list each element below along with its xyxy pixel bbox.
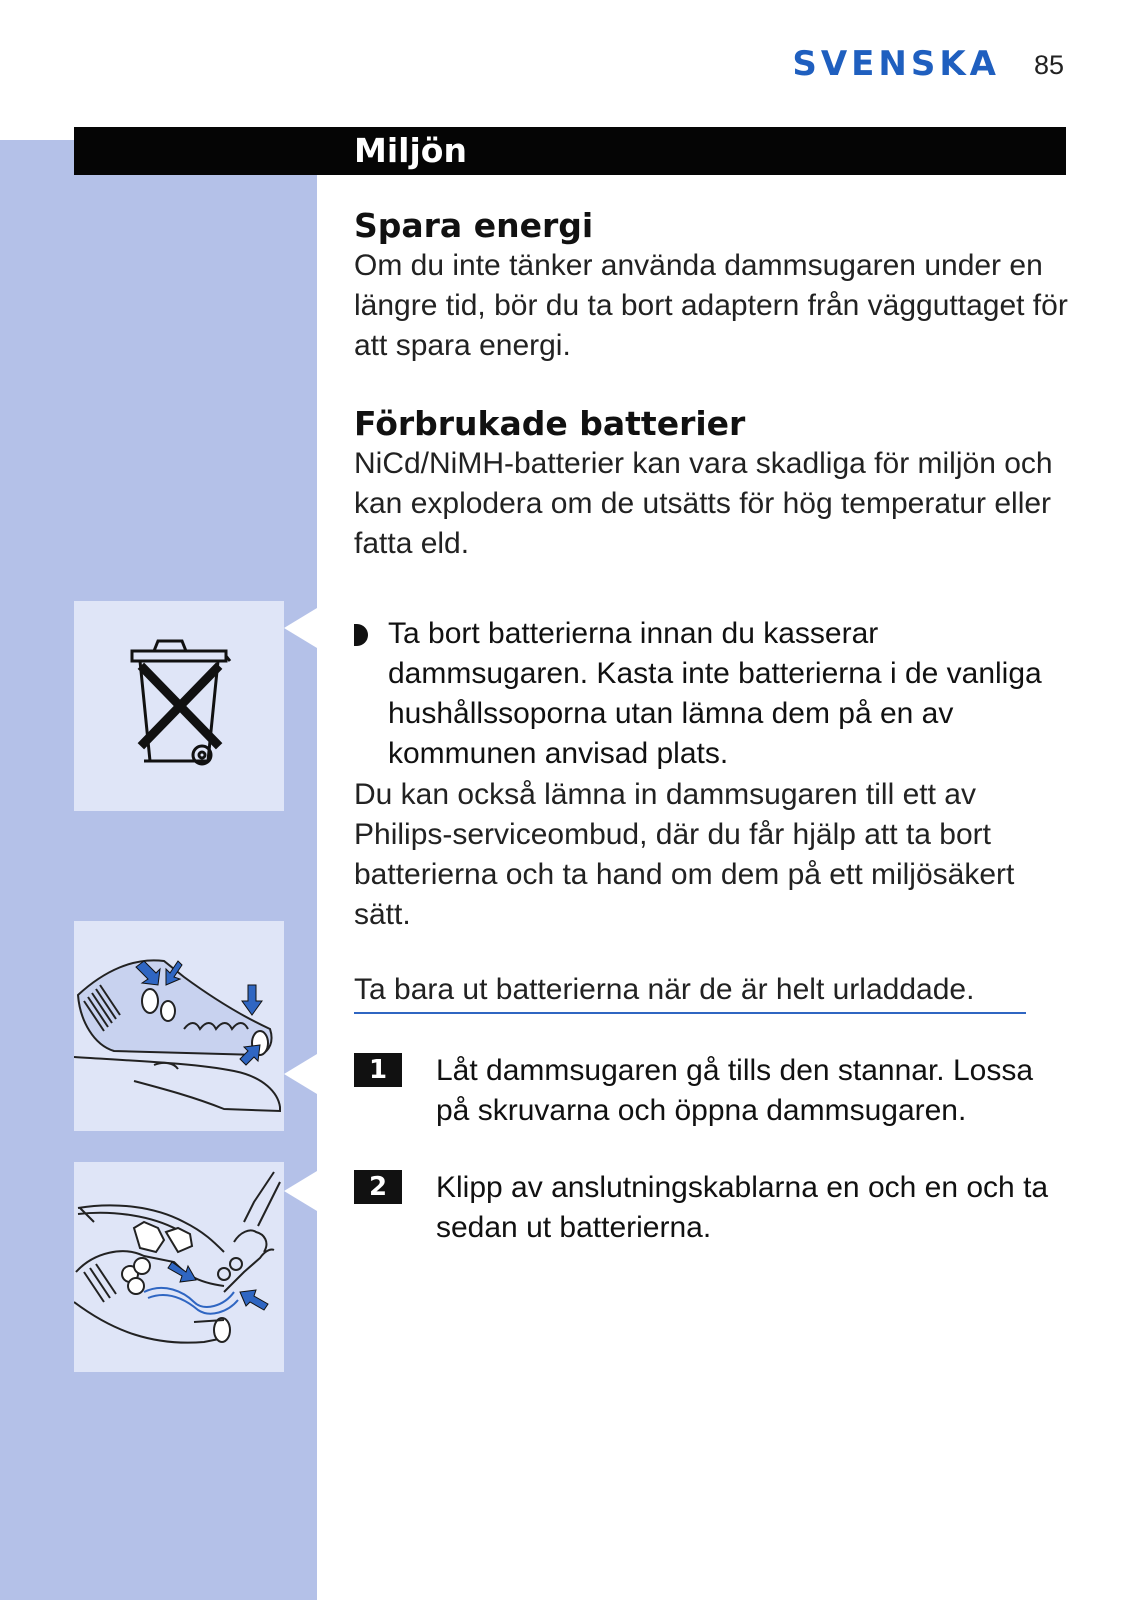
step-text: Klipp av anslutningskablarna en och en och ta sedan ut batterierna. [436, 1171, 1049, 1244]
sidebar-band [0, 140, 317, 1600]
crossed-out-wheelie-bin-icon [74, 601, 284, 811]
step-number-badge: 1 [354, 1053, 402, 1087]
language-label: SVENSKA [792, 44, 1000, 84]
spara-energi-heading: Spara energi [354, 206, 594, 245]
figure-pointer-3 [284, 1171, 317, 1211]
cut-battery-wires-illustration [74, 1162, 284, 1372]
page-number: 85 [1034, 50, 1065, 80]
section-header-bar [74, 127, 1066, 175]
figure-pointer-2 [284, 1054, 317, 1094]
service-section [354, 775, 1072, 935]
bullet-icon [354, 624, 368, 646]
figure-pointer-1 [284, 608, 317, 648]
spara-energi-section [354, 206, 1072, 366]
instruction-bullet [354, 614, 1074, 774]
figure-recycling [74, 601, 284, 811]
figure-cut-wires [74, 1162, 284, 1372]
step-2 [354, 1168, 1074, 1248]
step-1 [354, 1051, 1074, 1131]
spara-energi-text: Om du inte tänker använda dammsugaren under en längre tid, bör du ta bort adaptern från vägguttaget för att spara energi. [354, 249, 1068, 362]
batterier-text: NiCd/NiMH-batterier kan vara skadliga för miljön och kan explodera om de utsätts för hög temperatur eller fatta eld. [354, 447, 1053, 560]
bullet-text: Ta bort batterierna innan du kasserar dammsugaren. Kasta inte batterierna i de vanliga hushållssoporna utan lämna dem på en av kommunen anvisad plats. [388, 617, 1042, 770]
section-title: Miljön [354, 131, 467, 170]
warning-note: Ta bara ut batterierna när de är helt urladdade. [354, 970, 1026, 1014]
step-text: Låt dammsugaren gå tills den stannar. Lossa på skruvarna och öppna dammsugaren. [436, 1054, 1034, 1127]
figure-open-vacuum [74, 921, 284, 1131]
step-number-badge: 2 [354, 1170, 402, 1204]
service-text: Du kan också lämna in dammsugaren till ett av Philips-serviceombud, där du får hjälp att ta bort batterierna och ta hand om dem på ett miljösäkert sätt. [354, 778, 1015, 931]
vacuum-screws-illustration [74, 921, 284, 1131]
batterier-section [354, 404, 1072, 564]
batterier-heading: Förbrukade batterier [354, 404, 746, 443]
